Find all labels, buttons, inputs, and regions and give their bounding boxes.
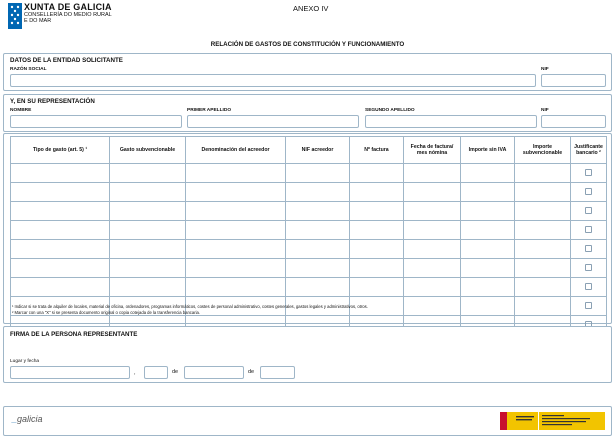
table-cell[interactable] — [11, 278, 110, 297]
justificante-checkbox[interactable] — [585, 302, 592, 309]
table-cell[interactable] — [110, 164, 186, 183]
segundo-apellido-label: SEGUNDO APELLIDO — [365, 108, 415, 113]
table-cell[interactable] — [110, 202, 186, 221]
primer-apellido-field[interactable] — [187, 115, 359, 128]
table-cell — [571, 164, 607, 183]
gobierno-espana-logo-icon — [500, 411, 605, 431]
table-cell[interactable] — [11, 164, 110, 183]
table-cell[interactable] — [286, 259, 350, 278]
table-cell[interactable] — [286, 164, 350, 183]
entity-nif-field[interactable] — [541, 74, 606, 87]
table-row — [11, 202, 607, 221]
col-tipo-gasto: Tipo de gasto (art. 5) ¹ — [11, 137, 110, 164]
year-field[interactable] — [260, 366, 295, 379]
col-fecha-factura: Fecha de factura/ mes nómina — [404, 137, 461, 164]
comma-separator: , — [134, 370, 136, 376]
day-field[interactable] — [144, 366, 168, 379]
month-field[interactable] — [184, 366, 244, 379]
table-cell[interactable] — [110, 278, 186, 297]
document-title: RELACIÓN DE GASTOS DE CONSTITUCIÓN Y FUNCIONAMIENTO — [210, 41, 405, 48]
table-cell[interactable] — [461, 164, 515, 183]
table-cell — [571, 259, 607, 278]
col-gasto-subvencionable: Gasto subvencionable — [110, 137, 186, 164]
entity-section-title: DATOS DE LA ENTIDAD SOLICITANTE — [10, 57, 123, 64]
col-denominacion-acreedor: Denominación del acreedor — [186, 137, 286, 164]
table-cell[interactable] — [11, 183, 110, 202]
table-cell[interactable] — [515, 297, 571, 316]
table-cell[interactable] — [350, 164, 404, 183]
justificante-checkbox[interactable] — [585, 188, 592, 195]
table-cell — [571, 297, 607, 316]
table-cell[interactable] — [110, 259, 186, 278]
table-header-row — [11, 137, 607, 164]
table-cell — [571, 240, 607, 259]
entity-nif-label: NIF — [541, 67, 549, 72]
table-cell[interactable] — [286, 278, 350, 297]
table-cell[interactable] — [350, 259, 404, 278]
table-cell[interactable] — [404, 278, 461, 297]
table-cell[interactable] — [404, 259, 461, 278]
table-cell[interactable] — [110, 240, 186, 259]
table-cell[interactable] — [286, 183, 350, 202]
nombre-field[interactable] — [10, 115, 182, 128]
table-cell[interactable] — [461, 221, 515, 240]
table-cell[interactable] — [286, 202, 350, 221]
table-cell[interactable] — [186, 221, 286, 240]
table-cell[interactable] — [461, 183, 515, 202]
table-cell[interactable] — [515, 164, 571, 183]
razon-social-label: RAZÓN SOCIAL — [10, 67, 47, 72]
segundo-apellido-field[interactable] — [365, 115, 537, 128]
galicia-logo-text: galicia — [17, 414, 43, 424]
col-justificante-bancario: Justificante bancario ² — [571, 137, 607, 164]
table-cell[interactable] — [350, 240, 404, 259]
col-nif-acreedor: NIF acreedor — [286, 137, 350, 164]
justificante-checkbox[interactable] — [585, 169, 592, 176]
col-importe-subvencionable: Importe subvencionable — [515, 137, 571, 164]
table-cell[interactable] — [110, 221, 186, 240]
de-separator-2: de — [248, 369, 255, 375]
table-cell[interactable] — [350, 278, 404, 297]
table-cell[interactable] — [461, 297, 515, 316]
primer-apellido-label: PRIMER APELLIDO — [187, 108, 232, 113]
justificante-checkbox[interactable] — [585, 245, 592, 252]
justificante-checkbox[interactable] — [585, 226, 592, 233]
table-cell[interactable] — [461, 202, 515, 221]
table-cell[interactable] — [186, 202, 286, 221]
table-cell[interactable] — [515, 183, 571, 202]
razon-social-field[interactable] — [10, 74, 536, 87]
justificante-checkbox[interactable] — [585, 264, 592, 271]
nombre-label: NOMBRE — [10, 108, 32, 113]
table-cell[interactable] — [186, 183, 286, 202]
table-cell[interactable] — [350, 221, 404, 240]
de-separator-1: de — [172, 369, 179, 375]
table-cell[interactable] — [515, 202, 571, 221]
representative-section-title: Y, EN SU REPRESENTACIÓN — [10, 98, 95, 105]
table-row — [11, 259, 607, 278]
galicia-logo: _galicia — [12, 414, 43, 424]
xunta-crest-icon — [8, 3, 22, 29]
justificante-checkbox[interactable] — [585, 283, 592, 290]
table-cell[interactable] — [11, 240, 110, 259]
table-cell[interactable] — [515, 259, 571, 278]
table-cell[interactable] — [350, 202, 404, 221]
table-cell[interactable] — [515, 221, 571, 240]
table-cell[interactable] — [461, 240, 515, 259]
table-cell[interactable] — [461, 259, 515, 278]
table-cell[interactable] — [515, 278, 571, 297]
col-importe-sin-iva: Importe sin IVA — [461, 137, 515, 164]
table-cell[interactable] — [404, 183, 461, 202]
table-cell[interactable] — [110, 183, 186, 202]
signature-section-title: FIRMA DE LA PERSONA REPRESENTANTE — [10, 331, 138, 338]
place-date-label: Lugar y fecha — [10, 359, 40, 364]
table-cell[interactable] — [186, 240, 286, 259]
brand-block — [24, 3, 112, 24]
table-row — [11, 164, 607, 183]
footnote-2: ² Marcar con una "X" si se presenta documento original o copia cotejada de la transferencia bancaria. — [12, 310, 201, 315]
table-row — [11, 278, 607, 297]
table-cell — [571, 221, 607, 240]
table-cell[interactable] — [404, 240, 461, 259]
table-cell — [571, 202, 607, 221]
brand-name: XUNTA DE GALICIA — [24, 2, 112, 12]
table-row — [11, 240, 607, 259]
table-cell[interactable] — [186, 259, 286, 278]
table-cell[interactable] — [404, 202, 461, 221]
table-cell[interactable] — [404, 297, 461, 316]
expenses-table — [10, 136, 607, 354]
table-cell[interactable] — [186, 278, 286, 297]
table-cell[interactable] — [404, 164, 461, 183]
col-num-factura: Nº factura — [350, 137, 404, 164]
table-cell[interactable] — [11, 221, 110, 240]
brand-sub1: CONSELLERÍA DO MEDIO RURAL — [24, 12, 112, 18]
table-cell[interactable] — [404, 221, 461, 240]
brand-sub2: E DO MAR — [24, 18, 52, 24]
table-cell[interactable] — [11, 259, 110, 278]
justificante-checkbox[interactable] — [585, 207, 592, 214]
table-cell — [571, 183, 607, 202]
table-cell[interactable] — [286, 221, 350, 240]
annex-label: ANEXO IV — [293, 4, 329, 13]
representative-nif-label: NIF — [541, 108, 549, 113]
place-field[interactable] — [10, 366, 130, 379]
footnote-1: ¹ Indicar si se trata de alquiler de locales, material de oficina, ordenadores, programas informáticos, costes de personal administrativo, costes generales, gastos legales y administrativos, otros. — [12, 304, 368, 309]
table-row — [11, 221, 607, 240]
table-cell[interactable] — [515, 240, 571, 259]
table-cell[interactable] — [186, 164, 286, 183]
table-cell[interactable] — [461, 278, 515, 297]
table-cell — [571, 278, 607, 297]
table-cell[interactable] — [350, 183, 404, 202]
table-row — [11, 183, 607, 202]
table-cell[interactable] — [11, 202, 110, 221]
table-cell[interactable] — [286, 240, 350, 259]
representative-nif-field[interactable] — [541, 115, 606, 128]
